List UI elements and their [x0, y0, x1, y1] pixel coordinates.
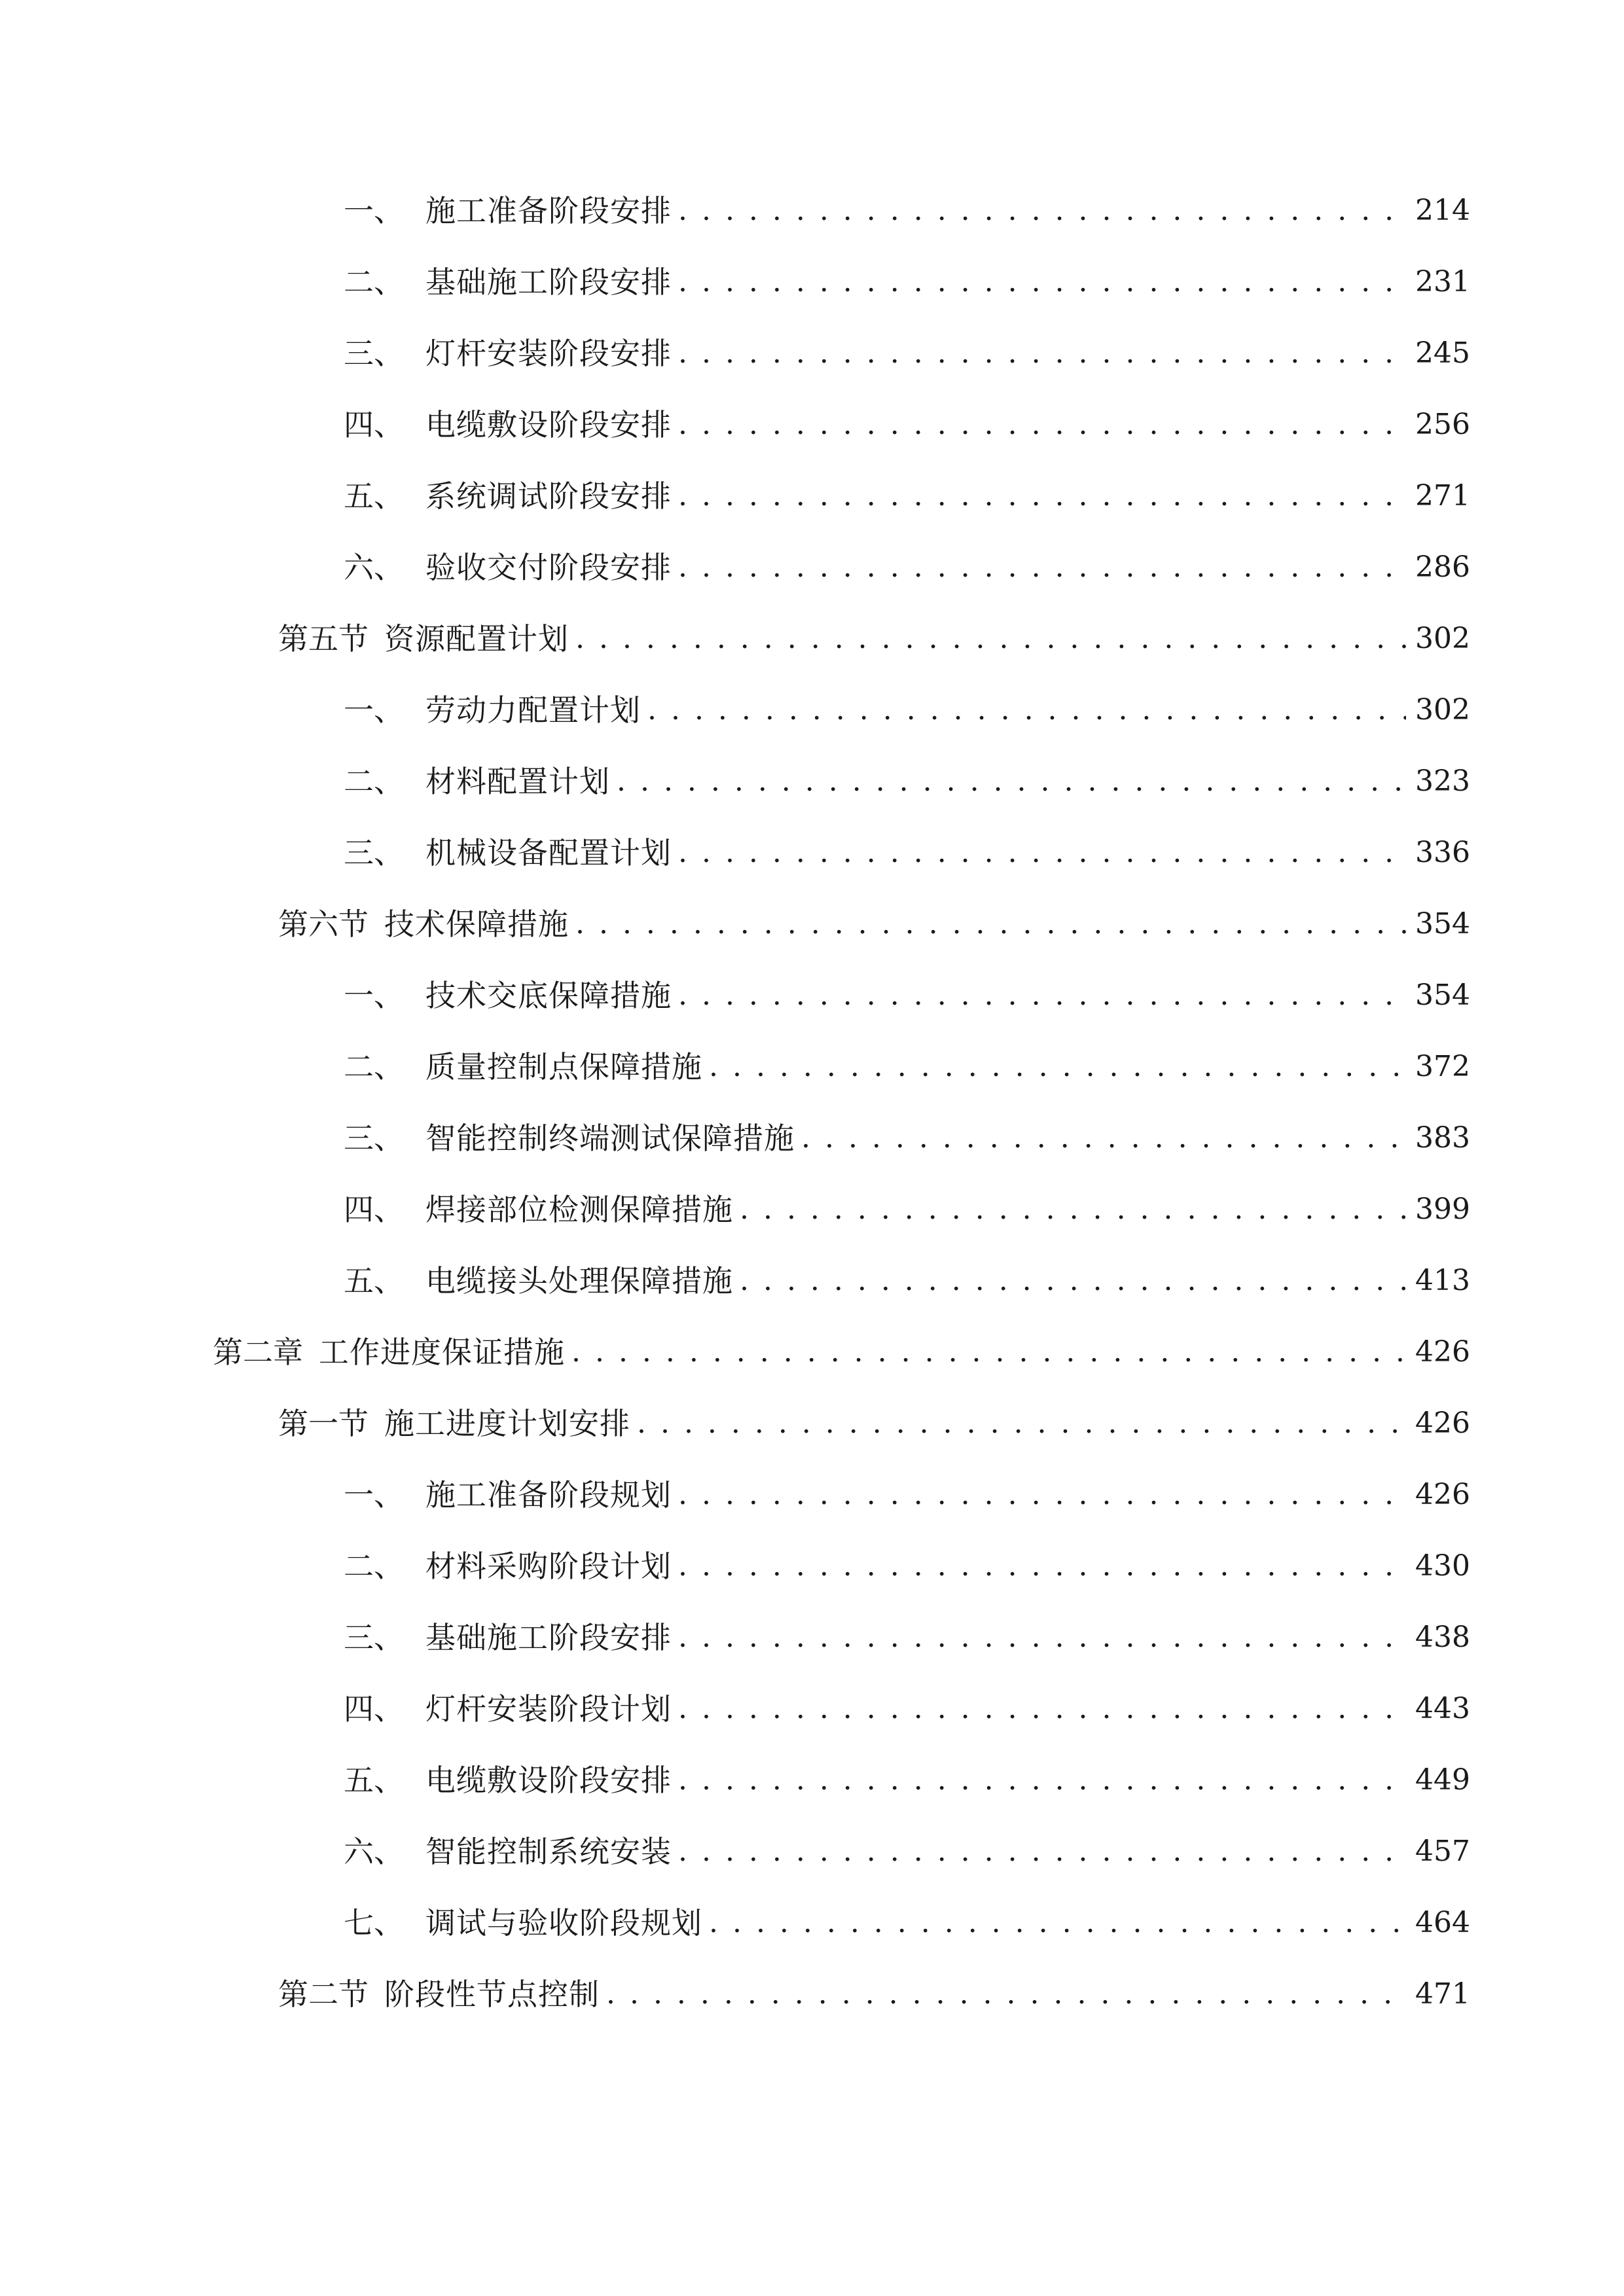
toc-entry-number: 三、	[344, 336, 404, 371]
toc-entry[interactable]	[344, 827, 1470, 879]
dot-leader	[678, 1754, 1406, 1806]
toc-entry[interactable]	[344, 684, 1470, 736]
toc-entry[interactable]	[344, 1112, 1470, 1164]
toc-entry-number: 一、	[344, 978, 404, 1013]
toc-entry-number: 四、	[344, 407, 404, 442]
dot-leader	[647, 684, 1406, 736]
dot-leader	[801, 1112, 1406, 1164]
dot-leader	[709, 1041, 1406, 1093]
dot-leader	[740, 1255, 1406, 1307]
toc-entry[interactable]	[344, 1469, 1470, 1521]
toc-entry[interactable]	[344, 755, 1470, 808]
toc-entry-number: 一、	[344, 692, 404, 728]
toc-entry-number: 第一节	[278, 1406, 369, 1441]
toc-entry-number: 六、	[344, 550, 404, 585]
dot-leader	[678, 256, 1406, 308]
toc-entry-page: 245	[1415, 336, 1470, 370]
toc-entry-title: 电缆接头处理保障措施	[425, 1263, 733, 1299]
toc-entry-title: 灯杆安装阶段计划	[425, 1691, 672, 1727]
toc-entry[interactable]	[344, 399, 1470, 451]
toc-entry-title: 材料采购阶段计划	[425, 1549, 672, 1584]
toc-entry-title: 技术保障措施	[384, 906, 569, 942]
toc-entry[interactable]	[278, 898, 1470, 950]
toc-entry-number: 第六节	[278, 906, 369, 942]
toc-entry[interactable]	[344, 1897, 1470, 1949]
dot-leader	[678, 827, 1406, 879]
toc-entry-number: 六、	[344, 1834, 404, 1869]
toc-entry-number: 五、	[344, 1263, 404, 1299]
toc-entry-number: 二、	[344, 264, 404, 300]
dot-leader	[709, 1897, 1406, 1949]
toc-entry-number: 三、	[344, 835, 404, 870]
dot-leader	[678, 470, 1406, 522]
dot-leader	[678, 1611, 1406, 1664]
toc-entry-page: 443	[1415, 1692, 1470, 1725]
toc-entry[interactable]	[213, 1326, 1470, 1378]
dot-leader	[575, 898, 1406, 950]
toc-entry-page: 399	[1415, 1193, 1470, 1226]
toc-entry-title: 质量控制点保障措施	[425, 1049, 702, 1085]
toc-entry-title: 调试与验收阶段规划	[425, 1905, 702, 1941]
toc-entry-page: 471	[1415, 1977, 1470, 2011]
toc-entry-page: 464	[1415, 1906, 1470, 1939]
toc-entry[interactable]	[344, 1754, 1470, 1806]
dot-leader	[571, 1326, 1406, 1378]
toc-entry-number: 二、	[344, 1049, 404, 1085]
toc-entry-page: 426	[1415, 1478, 1470, 1511]
toc-entry-title: 基础施工阶段安排	[425, 1620, 672, 1655]
toc-entry-page: 426	[1415, 1407, 1470, 1440]
dot-leader	[740, 1183, 1406, 1236]
dot-leader	[637, 1397, 1406, 1450]
toc-entry[interactable]	[344, 1255, 1470, 1307]
dot-leader	[678, 1825, 1406, 1878]
toc-entry-page: 231	[1415, 265, 1470, 298]
toc-entry[interactable]	[344, 969, 1470, 1022]
toc-entry-number: 一、	[344, 193, 404, 228]
toc-entry-title: 智能控制系统安装	[425, 1834, 672, 1869]
toc-entry-number: 五、	[344, 1763, 404, 1798]
toc-entry[interactable]	[278, 1968, 1470, 2020]
toc-entry[interactable]	[344, 541, 1470, 594]
toc-entry[interactable]	[344, 185, 1470, 237]
toc-entry[interactable]	[344, 1540, 1470, 1592]
dot-leader	[678, 185, 1406, 237]
toc-entry-title: 焊接部位检测保障措施	[425, 1192, 733, 1227]
toc-entry-page: 323	[1415, 764, 1470, 798]
toc-entry[interactable]	[278, 1397, 1470, 1450]
toc-entry-title: 系统调试阶段安排	[425, 478, 672, 514]
toc-entry-title: 智能控制终端测试保障措施	[425, 1121, 795, 1156]
toc-entry-page: 457	[1415, 1835, 1470, 1868]
toc-entry-title: 电缆敷设阶段安排	[425, 1763, 672, 1798]
toc-entry-title: 施工准备阶段规划	[425, 1477, 672, 1513]
toc-entry-page: 286	[1415, 550, 1470, 584]
toc-entry-number: 二、	[344, 1549, 404, 1584]
toc-entry-title: 技术交底保障措施	[425, 978, 672, 1013]
toc-entry[interactable]	[344, 327, 1470, 380]
dot-leader	[678, 1540, 1406, 1592]
toc-entry[interactable]	[344, 470, 1470, 522]
toc-entry-title: 施工进度计划安排	[384, 1406, 630, 1441]
dot-leader	[678, 327, 1406, 380]
toc-entry-title: 施工准备阶段安排	[425, 193, 672, 228]
toc-entry-page: 271	[1415, 479, 1470, 512]
toc-entry-page: 354	[1415, 907, 1470, 941]
toc-entry-page: 438	[1415, 1621, 1470, 1654]
toc-entry-number: 第二节	[278, 1977, 369, 2012]
toc-entry-number: 二、	[344, 764, 404, 799]
toc-entry[interactable]	[278, 613, 1470, 665]
dot-leader	[617, 755, 1406, 808]
toc-entry[interactable]	[344, 256, 1470, 308]
toc-entry-page: 256	[1415, 408, 1470, 441]
toc-entry-page: 302	[1415, 622, 1470, 655]
dot-leader	[606, 1968, 1406, 2020]
dot-leader	[678, 1469, 1406, 1521]
toc-entry-title: 材料配置计划	[425, 764, 610, 799]
toc-entry-page: 214	[1415, 194, 1470, 227]
dot-leader	[678, 541, 1406, 594]
toc-entry-title: 机械设备配置计划	[425, 835, 672, 870]
dot-leader	[575, 613, 1406, 665]
toc-entry-number: 第二章	[213, 1335, 303, 1370]
toc-entry-number: 四、	[344, 1192, 404, 1227]
dot-leader	[678, 399, 1406, 451]
toc-entry-number: 七、	[344, 1905, 404, 1941]
toc-entry[interactable]	[344, 1041, 1470, 1093]
toc-entry-title: 资源配置计划	[384, 621, 569, 656]
toc-entry-page: 336	[1415, 836, 1470, 869]
toc-entry-number: 一、	[344, 1477, 404, 1513]
toc-entry-title: 灯杆安装阶段安排	[425, 336, 672, 371]
toc-entry-title: 电缆敷设阶段安排	[425, 407, 672, 442]
toc-entry-page: 430	[1415, 1549, 1470, 1583]
toc-entry[interactable]	[344, 1683, 1470, 1735]
toc-entry[interactable]	[344, 1183, 1470, 1236]
toc-entry[interactable]	[344, 1825, 1470, 1878]
toc-entry-number: 第五节	[278, 621, 369, 656]
toc-entry-number: 四、	[344, 1691, 404, 1727]
toc-entry-number: 三、	[344, 1620, 404, 1655]
toc-entry[interactable]	[344, 1611, 1470, 1664]
toc-entry-title: 验收交付阶段安排	[425, 550, 672, 585]
toc-entry-number: 三、	[344, 1121, 404, 1156]
toc-entry-page: 302	[1415, 693, 1470, 726]
toc-entry-title: 阶段性节点控制	[384, 1977, 600, 2012]
toc-entry-page: 383	[1415, 1121, 1470, 1155]
dot-leader	[678, 1683, 1406, 1735]
toc-entry-page: 354	[1415, 978, 1470, 1012]
toc-entry-number: 五、	[344, 478, 404, 514]
toc-entry-page: 426	[1415, 1335, 1470, 1369]
toc-entry-title: 工作进度保证措施	[319, 1335, 565, 1370]
toc-entry-page: 449	[1415, 1763, 1470, 1797]
toc-entry-page: 372	[1415, 1050, 1470, 1083]
toc-entry-page: 413	[1415, 1264, 1470, 1297]
dot-leader	[678, 969, 1406, 1022]
toc-entry-title: 劳动力配置计划	[425, 692, 641, 728]
toc-entry-title: 基础施工阶段安排	[425, 264, 672, 300]
